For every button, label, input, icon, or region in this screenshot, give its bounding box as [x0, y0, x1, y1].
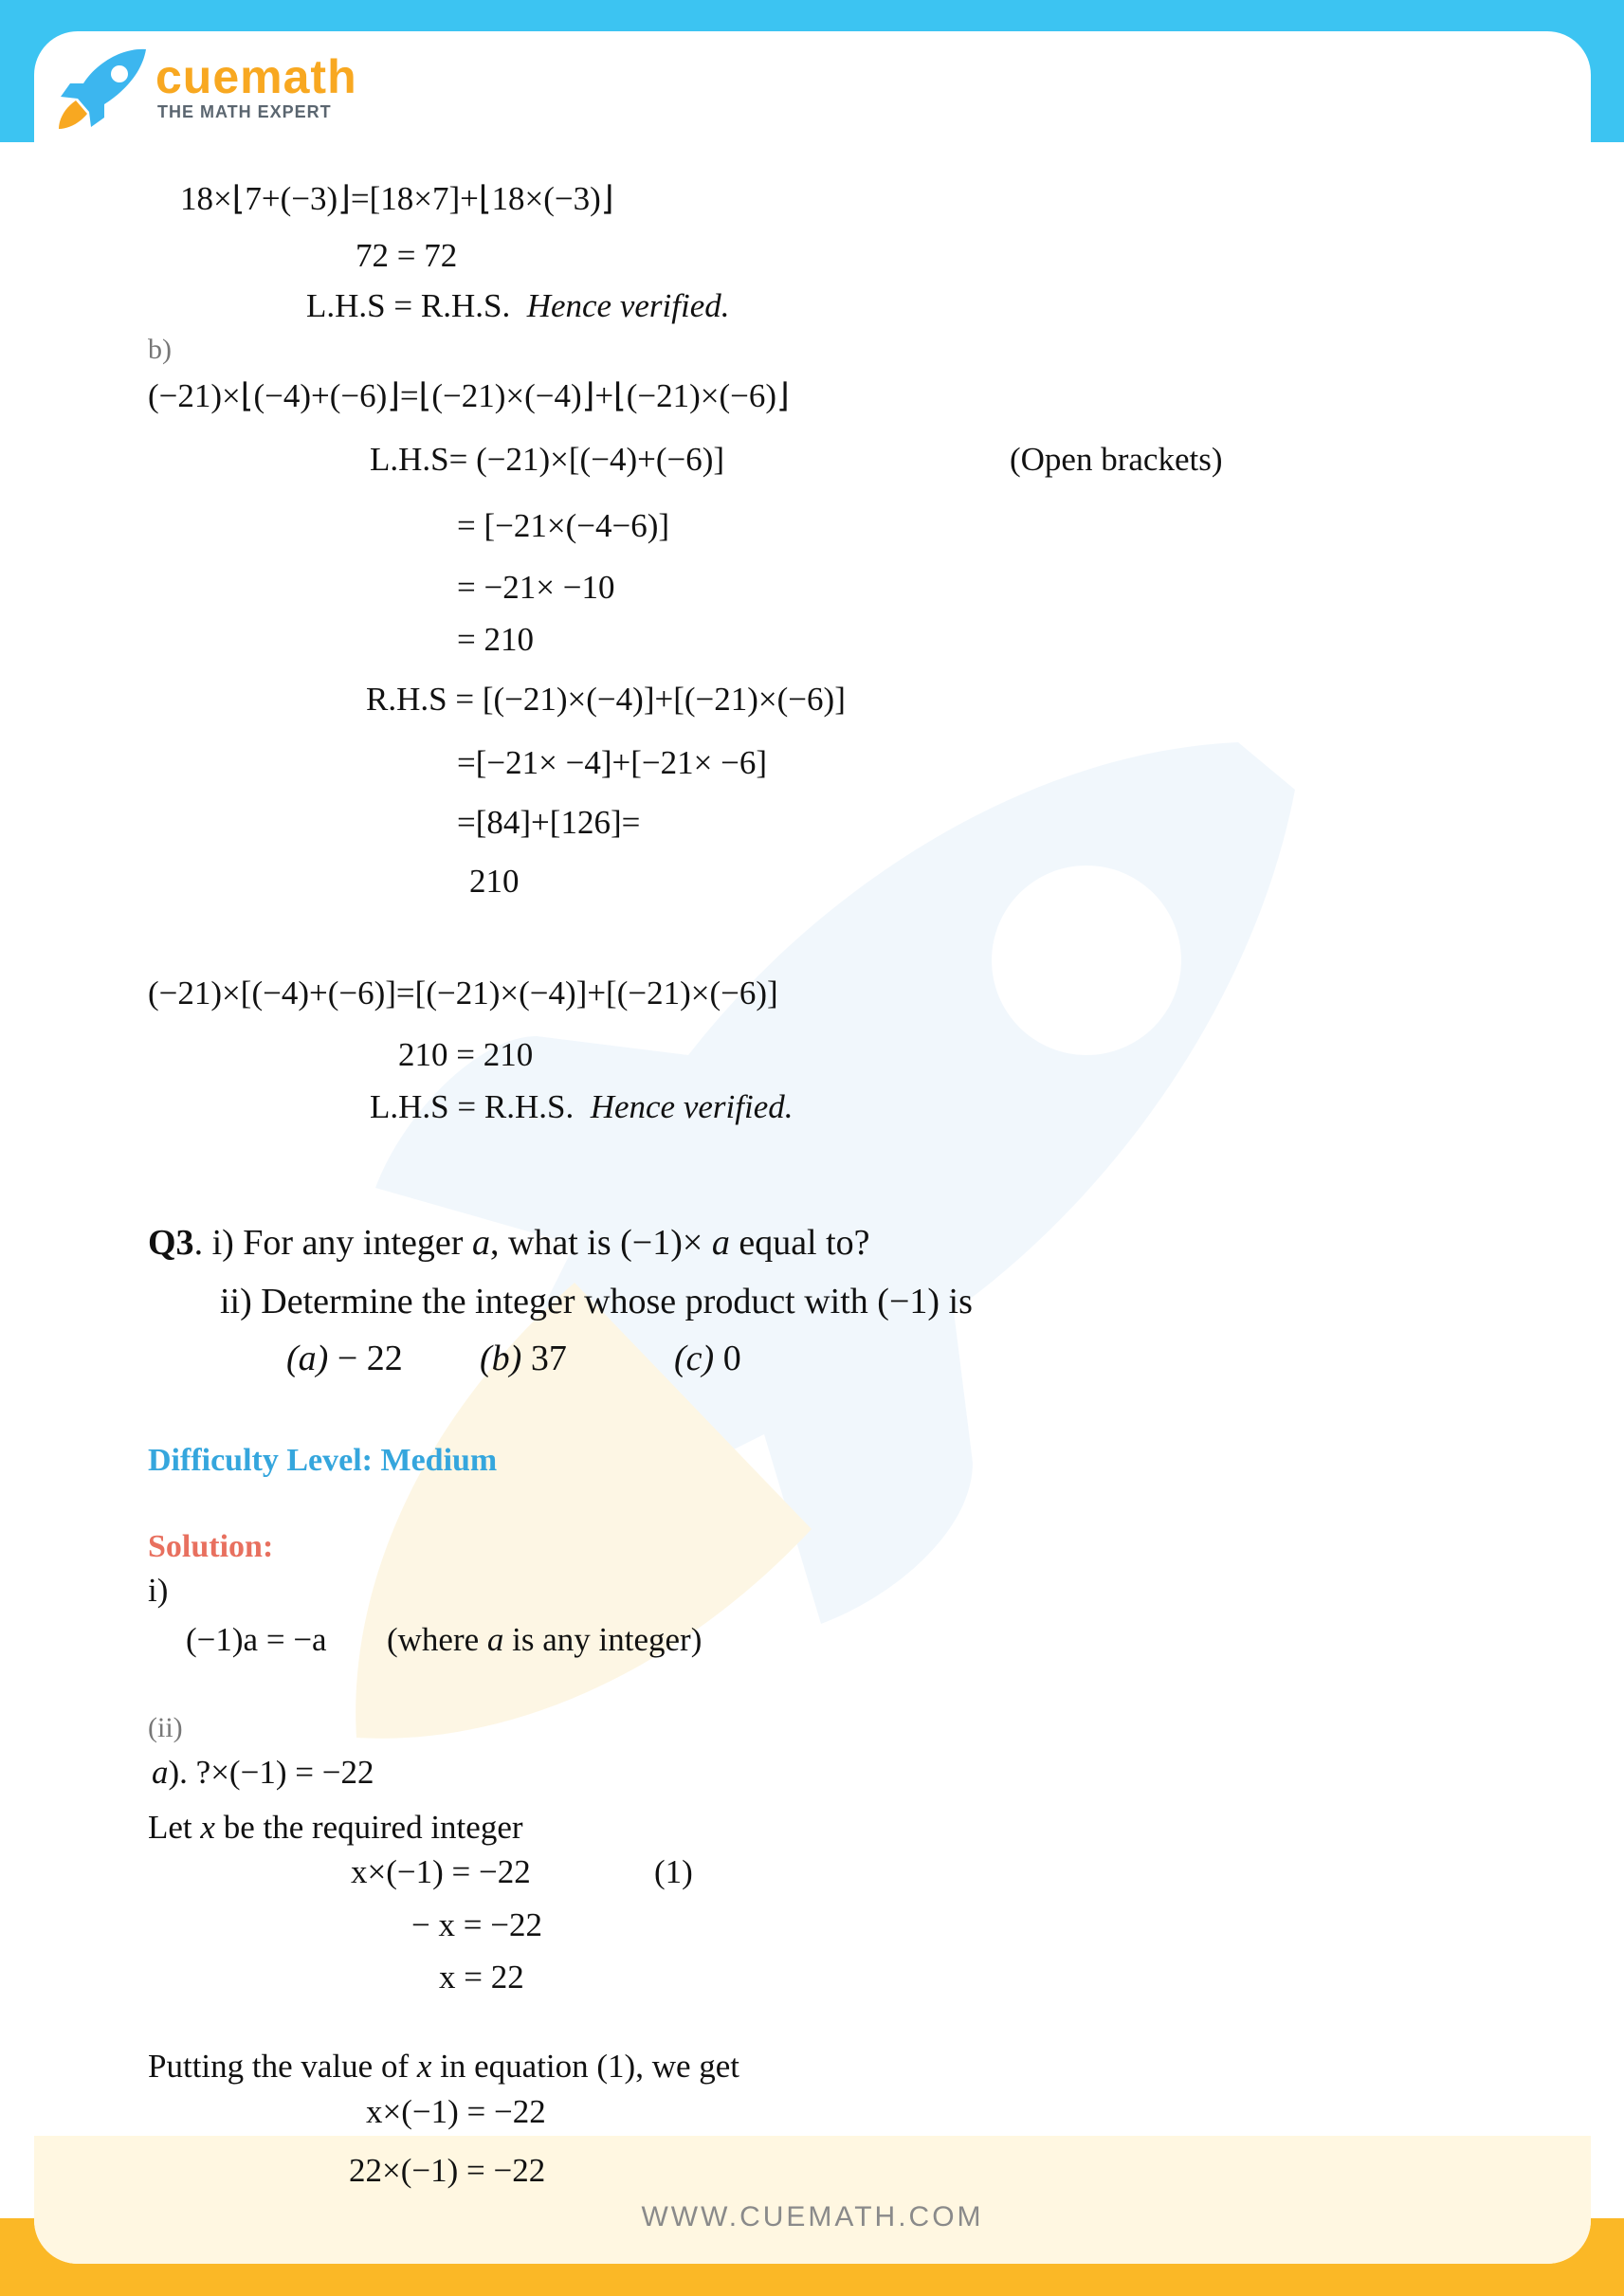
text-line: Let x be the required integer — [148, 1809, 523, 1846]
equation-line: = 210 — [457, 621, 534, 658]
conclusion-line: L.H.S = R.H.S. Hence verified. — [306, 287, 730, 324]
equation-line: (−21)×[(−4)+(−6)]=[(−21)×(−4)]+[(−21)×(−6)] — [148, 975, 778, 1011]
text-line: Putting the value of x in equation (1), we get — [148, 2048, 740, 2085]
option-c: (c) 0 — [674, 1339, 741, 1378]
part-label: (ii) — [148, 1712, 183, 1743]
equation-line: a). ?×(−1) = −22 — [152, 1754, 374, 1791]
equation-tag: (1) — [654, 1853, 693, 1890]
solution-heading: Solution: — [148, 1529, 274, 1564]
question-3: Q3. i) For any integer a, what is (−1)× a equal to? — [148, 1223, 870, 1263]
equation-line: 210 — [469, 863, 520, 900]
part-label: b) — [148, 334, 172, 365]
equation-line: = −21× −10 — [457, 569, 615, 606]
note-text: (Open brackets) — [1010, 441, 1223, 478]
conclusion-line: L.H.S = R.H.S. Hence verified. — [370, 1088, 794, 1125]
equation-line: (−21)×⌊(−4)+(−6)⌋=⌊(−21)×(−4)⌋+⌊(−21)×(−6)⌋ — [148, 377, 790, 414]
footer-url[interactable]: WWW.CUEMATH.COM — [641, 2201, 984, 2232]
equation-line: = [−21×(−4−6)] — [457, 507, 670, 544]
equation-line: L.H.S= (−21)×[(−4)+(−6)] — [370, 441, 725, 478]
equation-line: (−1)a = −a — [186, 1621, 327, 1658]
equation-line: 22×(−1) = −22 — [349, 2152, 546, 2189]
question-3-part-ii: ii) Determine the integer whose product with (−1) is — [220, 1282, 973, 1321]
option-a: (a) − 22 — [286, 1339, 403, 1378]
equation-line: =[−21× −4]+[−21× −6] — [457, 744, 768, 781]
difficulty-level: Difficulty Level: Medium — [148, 1443, 498, 1478]
equation-line: − x = −22 — [411, 1906, 542, 1943]
footer-band — [34, 2136, 1591, 2264]
equation-line: R.H.S = [(−21)×(−4)]+[(−21)×(−6)] — [366, 681, 846, 718]
equation-line: 210 = 210 — [398, 1036, 534, 1073]
note-text: (where a is any integer) — [387, 1621, 703, 1658]
equation-line: =[84]+[126]= — [457, 804, 641, 841]
cuemath-rocket-icon — [55, 46, 150, 131]
part-label: i) — [148, 1572, 169, 1609]
brand-name: cuemath — [155, 50, 357, 103]
equation-line: x×(−1) = −22 — [366, 2093, 546, 2130]
equation-line: x×(−1) = −22 — [351, 1853, 531, 1890]
page-card — [34, 31, 1591, 2264]
brand-tagline: THE MATH EXPERT — [157, 102, 332, 121]
equation-line: 72 = 72 — [356, 237, 458, 274]
equation-line: 18×⌊7+(−3)⌋=[18×7]+⌊18×(−3)⌋ — [180, 180, 614, 217]
equation-line: x = 22 — [439, 1959, 524, 1995]
option-b: (b) 37 — [480, 1339, 567, 1378]
